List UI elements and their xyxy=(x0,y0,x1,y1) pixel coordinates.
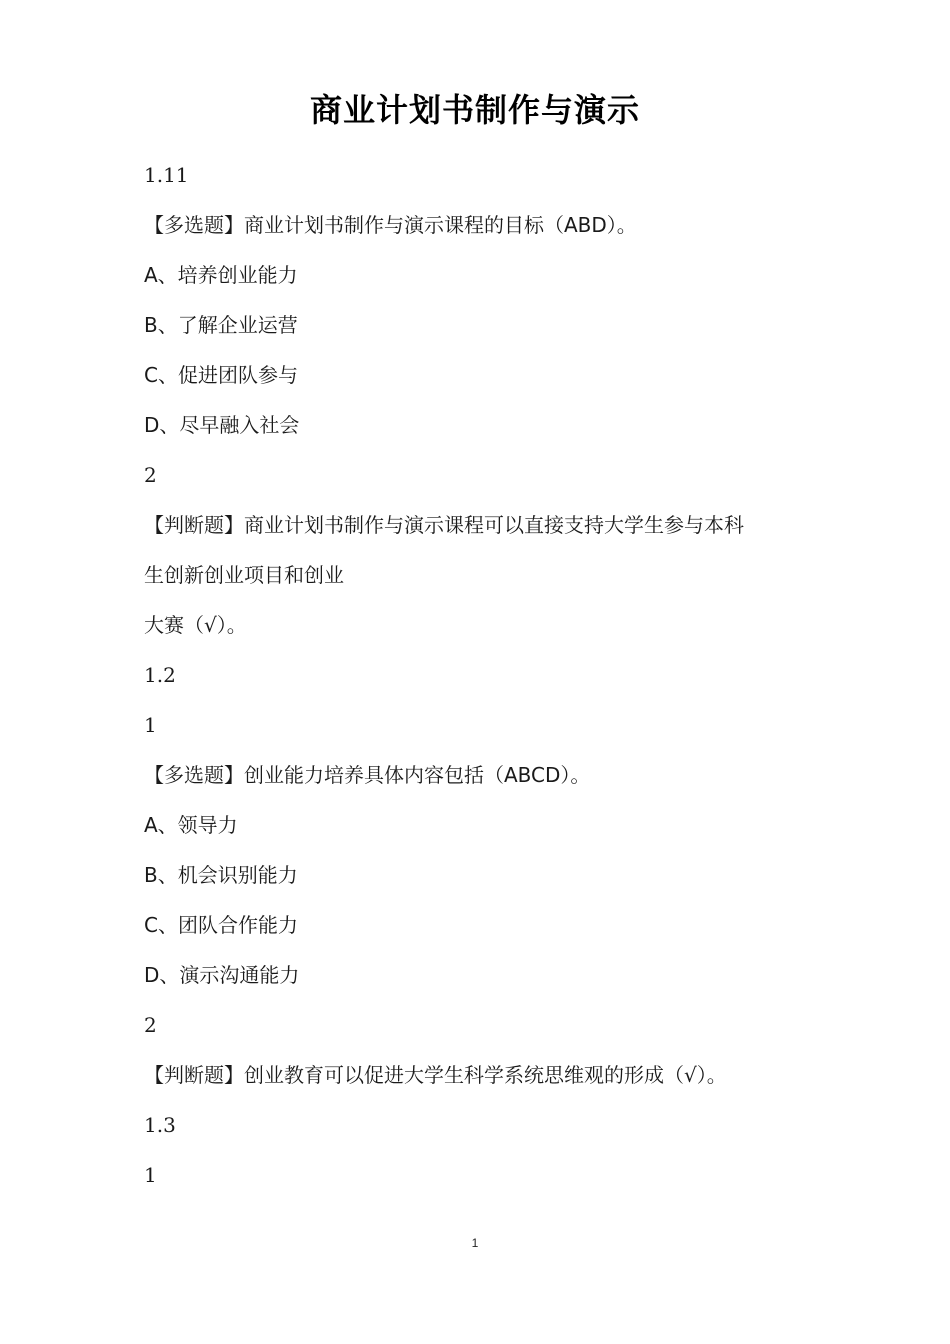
question-number: 2 xyxy=(144,463,157,487)
section-number: 1.11 xyxy=(144,163,189,187)
answer-option: D、尽早融入社会 xyxy=(144,413,300,437)
question-text-continued: 生创新创业项目和创业 xyxy=(144,563,344,587)
document-body xyxy=(144,150,824,1200)
question-text: 【判断题】商业计划书制作与演示课程可以直接支持大学生参与本科 xyxy=(144,513,744,537)
answer-option: B、了解企业运营 xyxy=(144,313,298,337)
answer-option: D、演示沟通能力 xyxy=(144,963,300,987)
question-text: 【判断题】创业教育可以促进大学生科学系统思维观的形成（√）。 xyxy=(144,1063,727,1087)
answer-option: A、培养创业能力 xyxy=(144,263,298,287)
answer-option: C、团队合作能力 xyxy=(144,913,298,937)
document-title: 商业计划书制作与演示 xyxy=(309,91,640,129)
question-number: 2 xyxy=(144,1013,157,1037)
answer-option: B、机会识别能力 xyxy=(144,863,298,887)
question-number: 1 xyxy=(144,1163,157,1187)
section-number: 1.3 xyxy=(144,1113,176,1137)
question-text: 【多选题】商业计划书制作与演示课程的目标（ABD）。 xyxy=(144,213,637,237)
page-number: 1 xyxy=(471,1236,479,1250)
answer-option: C、促进团队参与 xyxy=(144,363,298,387)
question-number: 1 xyxy=(144,713,157,737)
question-text: 【多选题】创业能力培养具体内容包括（ABCD）。 xyxy=(144,763,591,787)
question-text-continued: 大赛（√）。 xyxy=(144,613,247,637)
answer-option: A、领导力 xyxy=(144,813,238,837)
section-number: 1.2 xyxy=(144,663,176,687)
